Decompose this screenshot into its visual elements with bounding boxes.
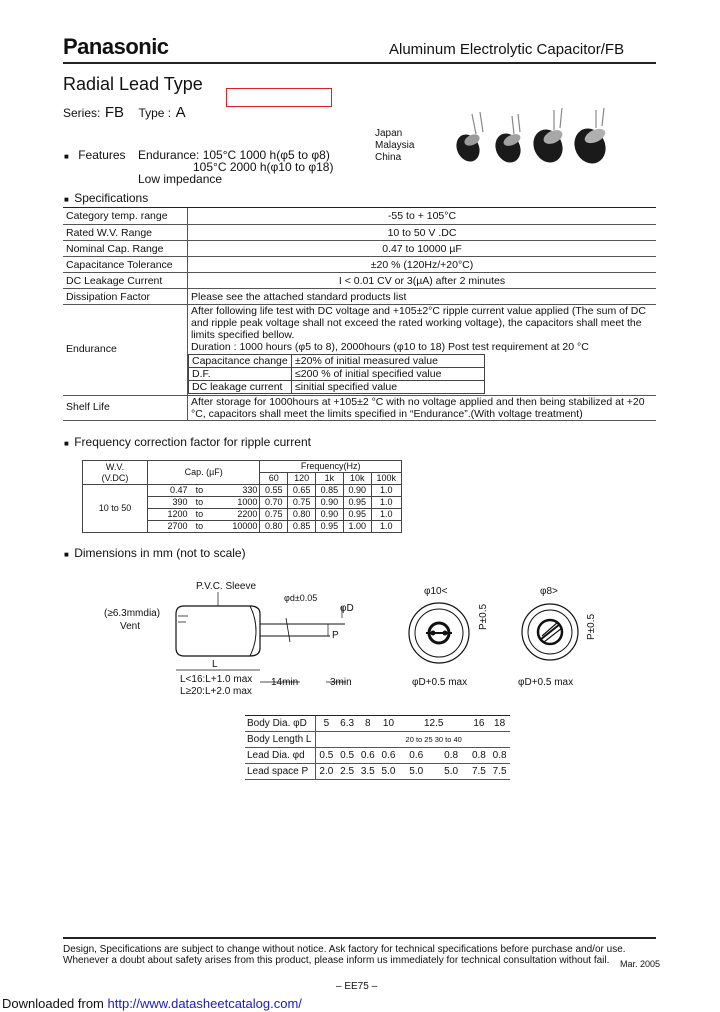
series-line — [63, 104, 186, 122]
features-endurance-1: Endurance: 105°C 1000 h(φ5 to φ8) — [138, 148, 330, 162]
spec-row — [63, 224, 656, 240]
freq-col: 100k — [371, 473, 401, 485]
cap-from: 1200 — [148, 509, 190, 521]
factor: 0.80 — [260, 521, 288, 533]
factor: 0.80 — [288, 509, 316, 521]
dim-label: Body Dia. φD — [245, 716, 316, 732]
endurance-text: After following life test with DC voltage and +105±2°C ripple current value applied (The sum of DC and ripple peak voltage shall not exceed the rated working voltage), the capacitors shall meet the limits specified bellow. — [191, 304, 646, 341]
spec-label: Rated W.V. Range — [63, 224, 188, 240]
cap-header: Cap. (µF) — [148, 461, 260, 485]
endurance-label: Endurance — [63, 304, 188, 395]
dim-value: 0.6 — [357, 748, 378, 764]
dim-value — [316, 732, 337, 748]
dim-L-label: L — [212, 659, 218, 670]
factor: 1.0 — [371, 509, 401, 521]
origin-japan: Japan — [375, 128, 403, 139]
dim-row — [245, 716, 510, 732]
spec-row — [63, 272, 656, 288]
dmax-left-label: φD+0.5 max — [412, 677, 468, 688]
dim-value: 5.0 — [399, 764, 434, 780]
freq-col: 60 — [260, 473, 288, 485]
dim-value: 0.5 — [337, 748, 358, 764]
dim-value: 18 — [489, 716, 510, 732]
spec-value: 0.47 to 10000 µF — [188, 240, 657, 256]
wv-unit-text: (V.DC) — [101, 472, 129, 483]
shelf-life-label: Shelf Life — [63, 395, 188, 420]
factor: 0.75 — [288, 497, 316, 509]
factor: 0.95 — [343, 509, 371, 521]
factor: 0.85 — [288, 521, 316, 533]
dim-label: Lead Dia. φd — [245, 748, 316, 764]
dim-label: Body Length L — [245, 732, 316, 748]
freq-header: Frequency(Hz) — [260, 461, 402, 473]
type-label: Type : — [138, 106, 172, 120]
endurance-cell — [188, 304, 657, 395]
factor: 1.0 — [371, 497, 401, 509]
capacitor-4 — [569, 108, 611, 168]
spec-row — [63, 240, 656, 256]
dim-value — [489, 732, 510, 748]
factor: 0.95 — [343, 497, 371, 509]
lead-dia-label: φd±0.05 — [284, 593, 318, 603]
dim-value: 5.0 — [434, 764, 469, 780]
factor: 0.85 — [315, 485, 343, 497]
spec-value: I < 0.01 CV or 3(µA) after 2 minutes — [188, 272, 657, 288]
dim-value — [469, 732, 490, 748]
dimensions-heading-text: Dimensions in mm (not to scale) — [74, 546, 246, 560]
dim-value: 0.5 — [316, 748, 337, 764]
dim-value: 8 — [357, 716, 378, 732]
dmax-right-label: φD+0.5 max — [518, 677, 574, 688]
dim-row — [245, 732, 510, 748]
endurance-duration: Duration : 1000 hours (φ5 to 8), 2000hours (φ10 to 18) Post test requirement at 20 °C — [191, 340, 589, 353]
download-prefix: Downloaded from — [2, 996, 104, 1011]
dim-value: 3.5 — [357, 764, 378, 780]
endurance-limit-row — [189, 367, 485, 380]
series-label: Series: — [63, 106, 101, 120]
limit-item: DC leakage current — [189, 380, 292, 393]
spec-label: Dissipation Factor — [63, 288, 188, 304]
phi10-label: φ10< — [424, 586, 448, 597]
frequency-heading-text: Frequency correction factor for ripple current — [74, 435, 311, 449]
pvc-sleeve-label: P.V.C. Sleeve — [196, 581, 257, 592]
limit-value: ≤initial specified value — [292, 380, 485, 393]
phi8-label: φ8> — [540, 586, 558, 597]
cap-to-word: to — [190, 509, 210, 521]
freq-col: 1k — [315, 473, 343, 485]
dim-value: 2.5 — [337, 764, 358, 780]
page-number: – EE75 – — [336, 981, 378, 992]
capacitor-body-outline — [176, 606, 260, 656]
dim-value — [337, 732, 358, 748]
limit-value: ±20% of initial measured value — [292, 354, 485, 367]
cap-to: 10000 — [209, 521, 260, 533]
limit-item: Capacitance change — [189, 354, 292, 367]
capacitor-3 — [528, 108, 568, 167]
spec-label: Category temp. range — [63, 208, 188, 224]
endurance-limit-row — [189, 354, 485, 367]
capacitor-1 — [452, 112, 484, 165]
dim-value: 0.6 — [399, 748, 434, 764]
specifications-table — [63, 208, 656, 421]
dim-value: 7.5 — [489, 764, 510, 780]
specifications-heading-text: Specifications — [74, 191, 149, 205]
features-low-impedance: Low impedance — [138, 172, 223, 186]
freq-data-row — [83, 485, 402, 497]
factor: 1.0 — [371, 521, 401, 533]
factor: 0.90 — [315, 509, 343, 521]
limit-value: ≤200 % of initial specified value — [292, 367, 485, 380]
dim-value: 5 — [316, 716, 337, 732]
series-value: FB — [104, 104, 124, 121]
factor: 0.90 — [343, 485, 371, 497]
capacitor-product-image — [450, 106, 620, 168]
spec-row — [63, 288, 656, 304]
cap-to-word: to — [190, 521, 210, 533]
dim-value: 10 — [378, 716, 399, 732]
dim-value — [357, 732, 378, 748]
spec-label: Capacitance Tolerance — [63, 256, 188, 272]
p05-right-label: P±0.5 — [586, 613, 597, 640]
body-dia-label: φD — [340, 603, 354, 614]
spec-row-endurance — [63, 304, 656, 395]
note-l1: L<16:L+1.0 max — [180, 674, 253, 685]
3min-label: 3min — [330, 677, 352, 688]
freq-header-row — [83, 461, 402, 473]
cap-to: 1000 — [209, 497, 260, 509]
spec-row — [63, 208, 656, 224]
spec-label: DC Leakage Current — [63, 272, 188, 288]
origin-china: China — [375, 152, 402, 163]
spec-value: -55 to + 105°C — [188, 208, 657, 224]
cap-to: 2200 — [209, 509, 260, 521]
dim-value: 2.0 — [316, 764, 337, 780]
spec-value: 10 to 50 V .DC — [188, 224, 657, 240]
cap-to-word: to — [190, 497, 210, 509]
dim-value: 5.0 — [378, 764, 399, 780]
specifications-heading — [64, 191, 148, 205]
footer-rule — [63, 937, 656, 939]
spec-row-shelf-life — [63, 395, 656, 420]
dim-value: 0.8 — [469, 748, 490, 764]
footer-date: Mar. 2005 — [620, 959, 661, 969]
features-endurance-2: 105°C 2000 h(φ10 to φ18) — [193, 160, 334, 174]
dim-value: 16 — [469, 716, 490, 732]
bullet-icon: ■ — [64, 195, 69, 204]
14min-label: 14min — [271, 677, 299, 688]
lead-break — [286, 618, 290, 642]
type-value: A — [175, 104, 186, 121]
brand-logo: Panasonic — [63, 34, 169, 59]
bullet-icon: ■ — [64, 152, 69, 161]
spec-value: ±20 % (120Hz/+20°C) — [188, 256, 657, 272]
factor: 1.00 — [343, 521, 371, 533]
dim-row — [245, 764, 510, 780]
dim-value: 0.8 — [434, 748, 469, 764]
cap-to: 330 — [209, 485, 260, 497]
highlight-box — [226, 88, 332, 107]
endurance-limit-row — [189, 380, 485, 393]
page-title: Radial Lead Type — [63, 74, 203, 94]
factor: 0.70 — [260, 497, 288, 509]
dim-value: 0.6 — [378, 748, 399, 764]
cap-from: 0.47 — [148, 485, 190, 497]
frequency-table — [82, 460, 402, 533]
vent-mark — [178, 616, 188, 622]
endurance-limits-table — [188, 354, 485, 394]
vent-size-label: (≥6.3mmdia) — [104, 608, 161, 619]
factor: 0.55 — [260, 485, 288, 497]
features-heading — [64, 148, 126, 162]
end-view-large — [404, 598, 474, 668]
sleeve-curl — [250, 606, 256, 656]
download-line — [2, 996, 302, 1011]
origin-malaysia: Malaysia — [375, 140, 415, 151]
freq-col: 120 — [288, 473, 316, 485]
wv-value: 10 to 50 — [83, 485, 148, 533]
capacitor-2 — [491, 114, 525, 167]
bullet-icon: ■ — [64, 439, 69, 448]
factor: 0.75 — [260, 509, 288, 521]
spec-value: Please see the attached standard products list — [188, 288, 657, 304]
spec-row — [63, 256, 656, 272]
wv-header-text: W.V. — [105, 461, 125, 472]
cap-to-word: to — [190, 485, 210, 497]
footer-note-1: Design, Specifications are subject to change without notice. Ask factory for technical specifications before purchase and/or use. — [63, 944, 626, 955]
bullet-icon: ■ — [64, 550, 69, 559]
header-rule — [63, 62, 656, 64]
p05-left-label: P±0.5 — [478, 603, 489, 630]
dim-value: 12.5 — [399, 716, 469, 732]
end-view-small — [518, 600, 582, 664]
dim-label: Lead space P — [245, 764, 316, 780]
footer-note-2: Whenever a doubt about safety arises from this product, please inform us immediately for technical consultation without fail. — [63, 955, 610, 966]
dimensions-heading — [64, 546, 246, 560]
spec-label: Nominal Cap. Range — [63, 240, 188, 256]
product-title: Aluminum Electrolytic Capacitor/FB — [389, 41, 625, 58]
dim-value: 20 to 25 30 to 40 — [399, 732, 469, 748]
note-l2: L≥20:L+2.0 max — [180, 686, 252, 697]
dim-value: 7.5 — [469, 764, 490, 780]
cap-from: 2700 — [148, 521, 190, 533]
factor: 1.0 — [371, 485, 401, 497]
vent-label: Vent — [120, 621, 141, 632]
wv-header — [83, 461, 148, 485]
dim-value: 0.8 — [489, 748, 510, 764]
dimensions-table — [245, 716, 510, 780]
download-link[interactable]: http://www.datasheetcatalog.com/ — [107, 996, 302, 1011]
features-heading-text: Features — [78, 148, 126, 162]
freq-col: 10k — [343, 473, 371, 485]
limit-item: D.F. — [189, 367, 292, 380]
dim-value: 6.3 — [337, 716, 358, 732]
factor: 0.90 — [315, 497, 343, 509]
lead-space-label: P — [332, 630, 339, 641]
shelf-life-text: After storage for 1000hours at +105±2 °C with no voltage applied and then being stabilized at +20 °C, capacitors shall meet the limits specified in “Endurance”.(With voltage treatment) — [188, 395, 657, 420]
cap-from: 390 — [148, 497, 190, 509]
frequency-heading — [64, 435, 311, 449]
dim-value — [378, 732, 399, 748]
dim-row — [245, 748, 510, 764]
factor: 0.95 — [315, 521, 343, 533]
factor: 0.65 — [288, 485, 316, 497]
